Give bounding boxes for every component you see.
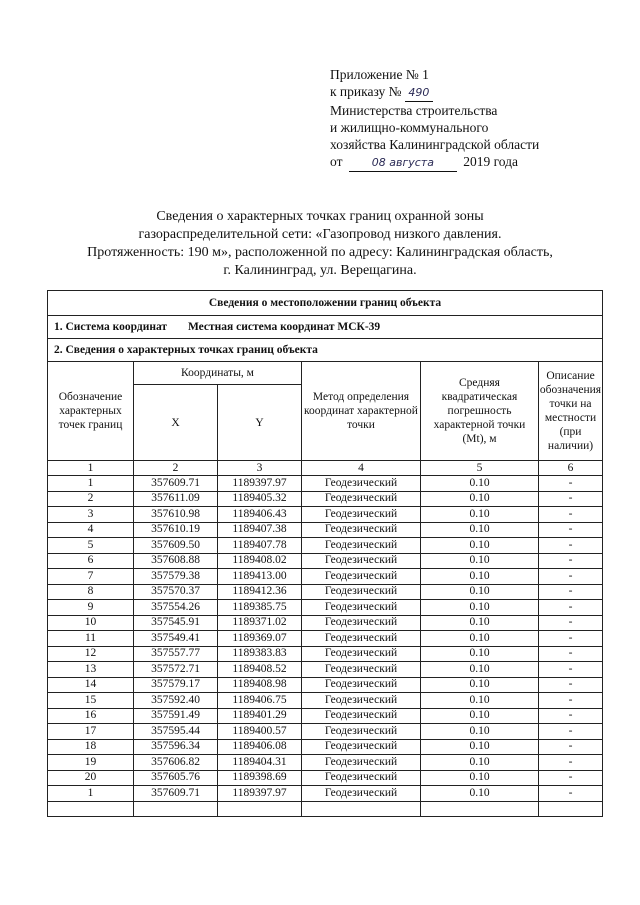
description-cell: -	[539, 677, 603, 693]
description-cell: -	[539, 507, 603, 523]
y-cell: 1189413.00	[218, 569, 302, 585]
point-cell: 1	[48, 476, 134, 492]
x-cell: 357595.44	[134, 724, 218, 740]
error-cell: 0.10	[421, 569, 539, 585]
coord-system-label: 1. Система координат	[54, 321, 168, 333]
description-cell: -	[539, 646, 603, 662]
point-cell: 13	[48, 662, 134, 678]
title-line-2: газораспределительной сети: «Газопровод низкого давления.	[138, 227, 502, 242]
column-number: 5	[421, 461, 539, 476]
x-cell: 357608.88	[134, 553, 218, 569]
method-cell: Геодезический	[302, 646, 421, 662]
empty-cell	[302, 801, 421, 816]
ministry-line-3: хозяйства Калининградской области	[330, 137, 540, 152]
method-cell: Геодезический	[302, 631, 421, 647]
point-cell: 14	[48, 677, 134, 693]
error-cell: 0.10	[421, 553, 539, 569]
error-cell: 0.10	[421, 631, 539, 647]
y-cell: 1189400.57	[218, 724, 302, 740]
appendix-title: Приложение № 1	[330, 67, 429, 82]
table-row	[48, 584, 603, 600]
table-row	[48, 476, 603, 492]
error-cell: 0.10	[421, 507, 539, 523]
table-row	[48, 631, 603, 647]
error-cell: 0.10	[421, 770, 539, 786]
point-cell: 1	[48, 786, 134, 802]
method-cell: Геодезический	[302, 755, 421, 771]
point-cell: 5	[48, 538, 134, 554]
table-row	[48, 615, 603, 631]
ministry-line-1: Министерства строительства	[330, 103, 498, 118]
y-cell: 1189407.38	[218, 522, 302, 538]
x-cell: 357609.50	[134, 538, 218, 554]
date-line	[330, 153, 539, 172]
x-cell: 357579.17	[134, 677, 218, 693]
table-row	[48, 677, 603, 693]
method-cell: Геодезический	[302, 615, 421, 631]
error-cell: 0.10	[421, 476, 539, 492]
method-cell: Геодезический	[302, 507, 421, 523]
method-cell: Геодезический	[302, 522, 421, 538]
method-cell: Геодезический	[302, 600, 421, 616]
x-cell: 357606.82	[134, 755, 218, 771]
method-cell: Геодезический	[302, 584, 421, 600]
method-cell: Геодезический	[302, 476, 421, 492]
x-cell: 357592.40	[134, 693, 218, 709]
x-cell: 357609.71	[134, 786, 218, 802]
x-cell: 357610.19	[134, 522, 218, 538]
method-cell: Геодезический	[302, 708, 421, 724]
empty-cell	[539, 801, 603, 816]
error-cell: 0.10	[421, 600, 539, 616]
y-cell: 1189412.36	[218, 584, 302, 600]
error-cell: 0.10	[421, 693, 539, 709]
point-cell: 17	[48, 724, 134, 740]
empty-cell	[48, 801, 134, 816]
y-cell: 1189371.02	[218, 615, 302, 631]
points-section-title: 2. Сведения о характерных точках границ объекта	[48, 339, 603, 362]
description-cell: -	[539, 708, 603, 724]
x-cell: 357605.76	[134, 770, 218, 786]
empty-cell	[218, 801, 302, 816]
column-number: 1	[48, 461, 134, 476]
table-row	[48, 600, 603, 616]
x-cell: 357557.77	[134, 646, 218, 662]
method-cell: Геодезический	[302, 693, 421, 709]
method-cell: Геодезический	[302, 786, 421, 802]
point-cell: 9	[48, 600, 134, 616]
method-cell: Геодезический	[302, 677, 421, 693]
description-cell: -	[539, 739, 603, 755]
error-cell: 0.10	[421, 662, 539, 678]
y-cell: 1189408.52	[218, 662, 302, 678]
y-cell: 1189408.02	[218, 553, 302, 569]
empty-row	[48, 801, 603, 816]
error-cell: 0.10	[421, 755, 539, 771]
y-cell: 1189404.31	[218, 755, 302, 771]
point-cell: 8	[48, 584, 134, 600]
column-number: 2	[134, 461, 218, 476]
table-row	[48, 491, 603, 507]
y-cell: 1189369.07	[218, 631, 302, 647]
column-number: 3	[218, 461, 302, 476]
method-cell: Геодезический	[302, 569, 421, 585]
y-cell: 1189408.98	[218, 677, 302, 693]
title-line-1: Сведения о характерных точках границ охранной зоны	[156, 209, 484, 224]
error-cell: 0.10	[421, 724, 539, 740]
y-cell: 1189401.29	[218, 708, 302, 724]
y-cell: 1189397.97	[218, 476, 302, 492]
empty-cell	[134, 801, 218, 816]
description-cell: -	[539, 755, 603, 771]
description-cell: -	[539, 631, 603, 647]
error-cell: 0.10	[421, 677, 539, 693]
boundary-points-table	[47, 290, 602, 817]
header-method: Метод определения координат характерной точки	[302, 362, 421, 461]
header-coordinates: Координаты, м	[134, 362, 302, 385]
header-y: Y	[218, 385, 302, 461]
method-cell: Геодезический	[302, 553, 421, 569]
point-cell: 3	[48, 507, 134, 523]
title-line-4: г. Калининград, ул. Верещагина.	[223, 263, 417, 278]
point-cell: 2	[48, 491, 134, 507]
description-cell: -	[539, 770, 603, 786]
description-cell: -	[539, 491, 603, 507]
document-title	[40, 208, 600, 280]
method-cell: Геодезический	[302, 724, 421, 740]
x-cell: 357570.37	[134, 584, 218, 600]
error-cell: 0.10	[421, 786, 539, 802]
table-row	[48, 708, 603, 724]
table-row	[48, 538, 603, 554]
date-suffix: 2019 года	[463, 154, 519, 169]
error-cell: 0.10	[421, 538, 539, 554]
table-row	[48, 786, 603, 802]
point-cell: 4	[48, 522, 134, 538]
x-cell: 357611.09	[134, 491, 218, 507]
table-row	[48, 646, 603, 662]
x-cell: 357549.41	[134, 631, 218, 647]
description-cell: -	[539, 522, 603, 538]
method-cell: Геодезический	[302, 662, 421, 678]
description-cell: -	[539, 553, 603, 569]
point-cell: 10	[48, 615, 134, 631]
table-row	[48, 693, 603, 709]
title-line-3: Протяженность: 190 м», расположенной по адресу: Калининградская область,	[87, 245, 553, 260]
date-handwritten: 08 августа	[349, 154, 457, 172]
header-error: Средняя квадратическая погрешность характерной точки (Mt), м	[421, 362, 539, 461]
y-cell: 1189398.69	[218, 770, 302, 786]
table-row	[48, 507, 603, 523]
description-cell: -	[539, 615, 603, 631]
x-cell: 357591.49	[134, 708, 218, 724]
method-cell: Геодезический	[302, 538, 421, 554]
description-cell: -	[539, 786, 603, 802]
method-cell: Геодезический	[302, 491, 421, 507]
header-description: Описание обозначения точки на местности (при наличии)	[539, 362, 603, 461]
table-row	[48, 662, 603, 678]
table-row	[48, 755, 603, 771]
description-cell: -	[539, 584, 603, 600]
date-prefix: от	[330, 154, 343, 169]
y-cell: 1189383.83	[218, 646, 302, 662]
x-cell: 357579.38	[134, 569, 218, 585]
method-cell: Геодезический	[302, 739, 421, 755]
y-cell: 1189385.75	[218, 600, 302, 616]
point-cell: 7	[48, 569, 134, 585]
ministry-line-2: и жилищно-коммунального	[330, 120, 489, 135]
method-cell: Геодезический	[302, 770, 421, 786]
error-cell: 0.10	[421, 708, 539, 724]
header-designation: Обозначение характерных точек границ	[48, 362, 134, 461]
point-cell: 16	[48, 708, 134, 724]
order-number-handwritten: 490	[405, 84, 433, 102]
description-cell: -	[539, 569, 603, 585]
y-cell: 1189406.75	[218, 693, 302, 709]
description-cell: -	[539, 693, 603, 709]
coord-system-value: Местная система координат МСК-39	[187, 321, 381, 333]
x-cell: 357554.26	[134, 600, 218, 616]
error-cell: 0.10	[421, 615, 539, 631]
point-cell: 6	[48, 553, 134, 569]
x-cell: 357610.98	[134, 507, 218, 523]
coord-system-row	[48, 316, 603, 339]
y-cell: 1189405.32	[218, 491, 302, 507]
table-row	[48, 770, 603, 786]
appendix-header	[330, 66, 539, 172]
x-cell: 357609.71	[134, 476, 218, 492]
description-cell: -	[539, 600, 603, 616]
error-cell: 0.10	[421, 584, 539, 600]
order-prefix: к приказу №	[330, 84, 402, 99]
point-cell: 20	[48, 770, 134, 786]
error-cell: 0.10	[421, 522, 539, 538]
point-cell: 18	[48, 739, 134, 755]
column-number: 4	[302, 461, 421, 476]
table-row	[48, 724, 603, 740]
description-cell: -	[539, 476, 603, 492]
point-cell: 11	[48, 631, 134, 647]
y-cell: 1189406.43	[218, 507, 302, 523]
point-cell: 15	[48, 693, 134, 709]
table-row	[48, 739, 603, 755]
table-row	[48, 569, 603, 585]
y-cell: 1189407.78	[218, 538, 302, 554]
table-row	[48, 553, 603, 569]
error-cell: 0.10	[421, 739, 539, 755]
section-title: Сведения о местоположении границ объекта	[48, 291, 603, 316]
order-line	[330, 83, 539, 102]
point-cell: 12	[48, 646, 134, 662]
error-cell: 0.10	[421, 491, 539, 507]
x-cell: 357572.71	[134, 662, 218, 678]
y-cell: 1189406.08	[218, 739, 302, 755]
x-cell: 357596.34	[134, 739, 218, 755]
description-cell: -	[539, 538, 603, 554]
description-cell: -	[539, 724, 603, 740]
x-cell: 357545.91	[134, 615, 218, 631]
point-cell: 19	[48, 755, 134, 771]
table-row	[48, 522, 603, 538]
error-cell: 0.10	[421, 646, 539, 662]
column-number: 6	[539, 461, 603, 476]
header-x: X	[134, 385, 218, 461]
y-cell: 1189397.97	[218, 786, 302, 802]
column-number-row	[48, 461, 603, 476]
description-cell: -	[539, 662, 603, 678]
empty-cell	[421, 801, 539, 816]
